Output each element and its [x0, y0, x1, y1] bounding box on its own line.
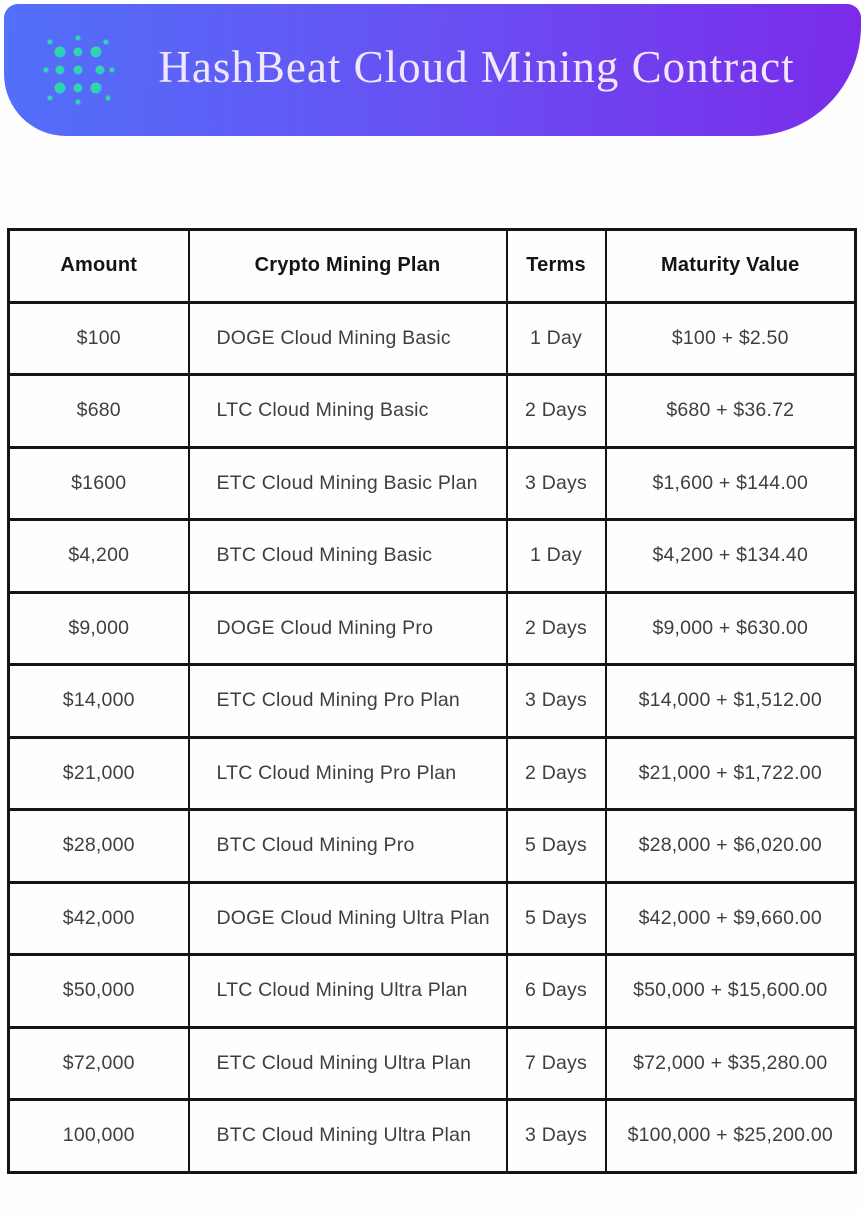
table-row: [9, 1027, 856, 1100]
amount-cell: $4,200: [9, 520, 189, 593]
plan-cell: LTC Cloud Mining Pro Plan: [189, 737, 507, 810]
plan-cell: BTC Cloud Mining Ultra Plan: [189, 1100, 507, 1173]
page-title: HashBeat Cloud Mining Contract: [158, 42, 795, 92]
plan-cell: ETC Cloud Mining Ultra Plan: [189, 1027, 507, 1100]
amount-cell: $680: [9, 375, 189, 448]
terms-cell: 7 Days: [507, 1027, 606, 1100]
maturity-cell: $9,000 + $630.00: [606, 592, 856, 665]
contract-table: [7, 228, 857, 1174]
amount-cell: $14,000: [9, 665, 189, 738]
amount-cell: $9,000: [9, 592, 189, 665]
plan-cell: ETC Cloud Mining Basic Plan: [189, 447, 507, 520]
plan-cell: DOGE Cloud Mining Basic: [189, 302, 507, 375]
amount-cell: $21,000: [9, 737, 189, 810]
header-banner: [4, 4, 861, 136]
maturity-cell: $680 + $36.72: [606, 375, 856, 448]
amount-cell: 100,000: [9, 1100, 189, 1173]
terms-cell: 3 Days: [507, 447, 606, 520]
table-row: [9, 737, 856, 810]
terms-cell: 2 Days: [507, 592, 606, 665]
plan-cell: BTC Cloud Mining Pro: [189, 810, 507, 883]
amount-cell: $42,000: [9, 882, 189, 955]
maturity-cell: $100,000 + $25,200.00: [606, 1100, 856, 1173]
plan-cell: LTC Cloud Mining Basic: [189, 375, 507, 448]
column-header-amount: Amount: [9, 230, 189, 303]
terms-cell: 5 Days: [507, 810, 606, 883]
maturity-cell: $1,600 + $144.00: [606, 447, 856, 520]
terms-cell: 6 Days: [507, 955, 606, 1028]
amount-cell: $100: [9, 302, 189, 375]
amount-cell: $72,000: [9, 1027, 189, 1100]
column-header-maturity: Maturity Value: [606, 230, 856, 303]
table-row: [9, 375, 856, 448]
table-row: [9, 882, 856, 955]
maturity-cell: $28,000 + $6,020.00: [606, 810, 856, 883]
maturity-cell: $42,000 + $9,660.00: [606, 882, 856, 955]
maturity-cell: $21,000 + $1,722.00: [606, 737, 856, 810]
maturity-cell: $100 + $2.50: [606, 302, 856, 375]
terms-cell: 1 Day: [507, 520, 606, 593]
column-header-plan: Crypto Mining Plan: [189, 230, 507, 303]
terms-cell: 1 Day: [507, 302, 606, 375]
hashbeat-logo-icon: [38, 30, 118, 110]
amount-cell: $1600: [9, 447, 189, 520]
table-row: [9, 955, 856, 1028]
terms-cell: 5 Days: [507, 882, 606, 955]
amount-cell: $28,000: [9, 810, 189, 883]
contract-table-wrap: [7, 228, 854, 1174]
plan-cell: ETC Cloud Mining Pro Plan: [189, 665, 507, 738]
table-row: [9, 520, 856, 593]
table-row: [9, 665, 856, 738]
maturity-cell: $14,000 + $1,512.00: [606, 665, 856, 738]
plan-cell: LTC Cloud Mining Ultra Plan: [189, 955, 507, 1028]
plan-cell: DOGE Cloud Mining Pro: [189, 592, 507, 665]
table-row: [9, 447, 856, 520]
maturity-cell: $4,200 + $134.40: [606, 520, 856, 593]
amount-cell: $50,000: [9, 955, 189, 1028]
terms-cell: 2 Days: [507, 737, 606, 810]
terms-cell: 3 Days: [507, 665, 606, 738]
table-row: [9, 592, 856, 665]
plan-cell: BTC Cloud Mining Basic: [189, 520, 507, 593]
table-row: [9, 810, 856, 883]
table-row: [9, 302, 856, 375]
maturity-cell: $72,000 + $35,280.00: [606, 1027, 856, 1100]
plan-cell: DOGE Cloud Mining Ultra Plan: [189, 882, 507, 955]
table-header-row: [9, 230, 856, 303]
table-body: [9, 302, 856, 1172]
terms-cell: 2 Days: [507, 375, 606, 448]
column-header-terms: Terms: [507, 230, 606, 303]
terms-cell: 3 Days: [507, 1100, 606, 1173]
maturity-cell: $50,000 + $15,600.00: [606, 955, 856, 1028]
table-row: [9, 1100, 856, 1173]
